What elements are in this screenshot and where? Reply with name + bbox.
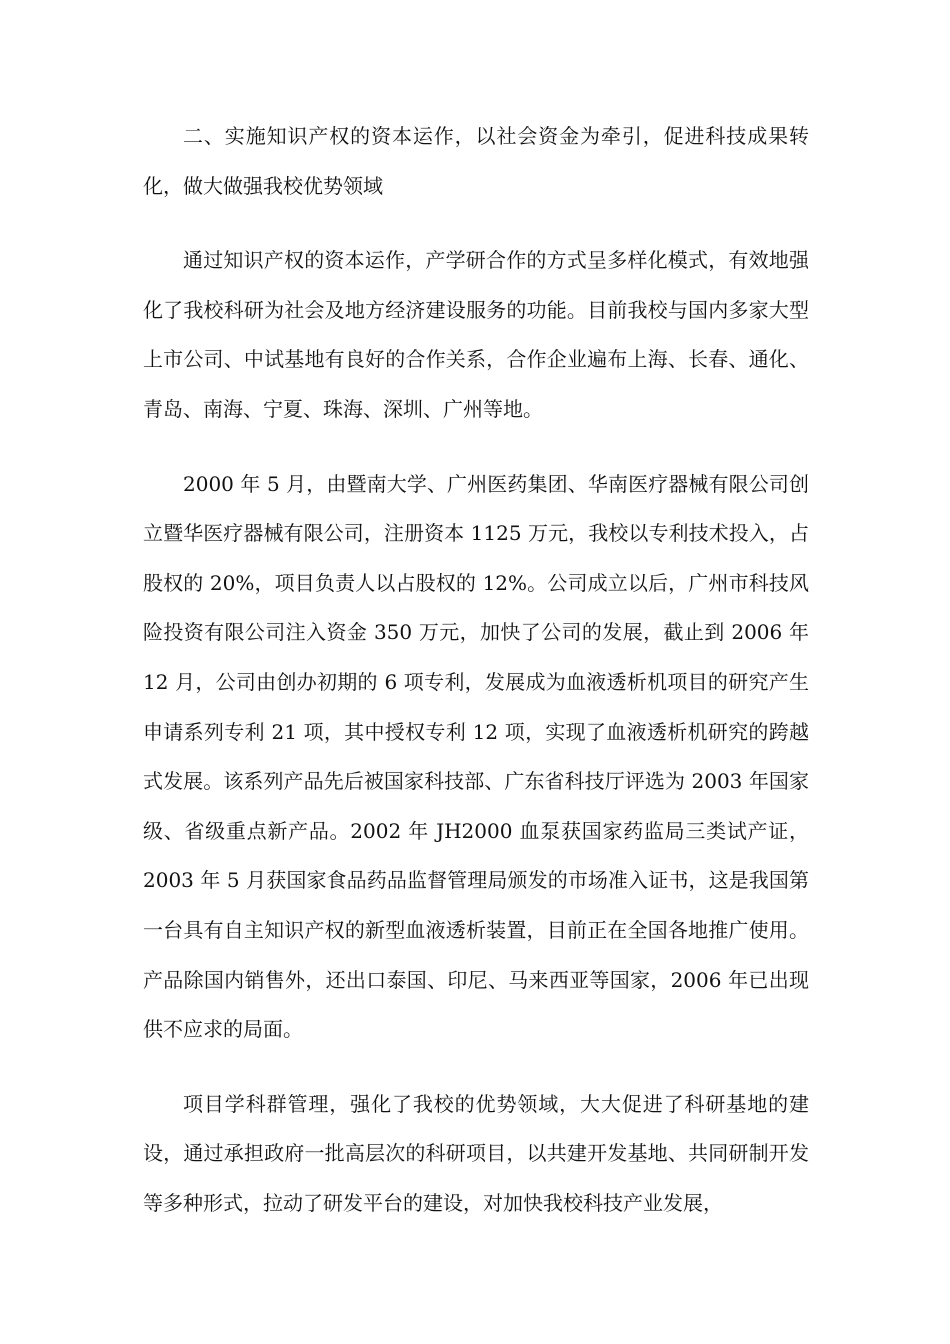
body-paragraph: 项目学科群管理，强化了我校的优势领域，大大促进了科研基地的建设，通过承担政府一批高层次的科研项目，以共建开发基地、共同研制开发等多种形式，拉动了研发平台的建设，对加快我校科技产业发展， <box>143 1091 809 1215</box>
document-body <box>143 112 809 1228</box>
body-paragraph: 2000 年 5 月，由暨南大学、广州医药集团、华南医疗器械有限公司创立暨华医疗器械有限公司，注册资本 1125 万元，我校以专利技术投入，占股权的 20%，项目负责人以占股权的 12%。公司成立以后，广州市科技风险投资有限公司注入资金 350 万元，加快了公司的发展，截止到 2006 年 12 月，公司由创办初期的 6 项专利，发展成为血液透析机项目的研究产生申请系列专利 21 项，其中授权专利 12 项，实现了血液透析机研究的跨越式发展。该系列产品先后被国家科技部、广东省科技厅评选为 2003 年国家级、省级重点新产品。2002 年 JH2000 血泵获国家药监局三类试产证，2003 年 5 月获国家食品药品监督管理局颁发的市场准入证书，这是我国第一台具有自主知识产权的新型血液透析装置，目前正在全国各地推广使用。产品除国内销售外，还出口泰国、印尼、马来西亚等国家，2006 年已出现供不应求的局面。 <box>143 471 809 1042</box>
body-paragraph: 通过知识产权的资本运作，产学研合作的方式呈多样化模式，有效地强化了我校科研为社会及地方经济建设服务的功能。目前我校与国内多家大型上市公司、中试基地有良好的合作关系，合作企业遍布上海、长春、通化、青岛、南海、宁夏、珠海、深圳、广州等地。 <box>143 248 809 421</box>
section-heading-paragraph: 二、实施知识产权的资本运作，以社会资金为牵引，促进科技成果转化，做大做强我校优势领域 <box>143 124 809 198</box>
